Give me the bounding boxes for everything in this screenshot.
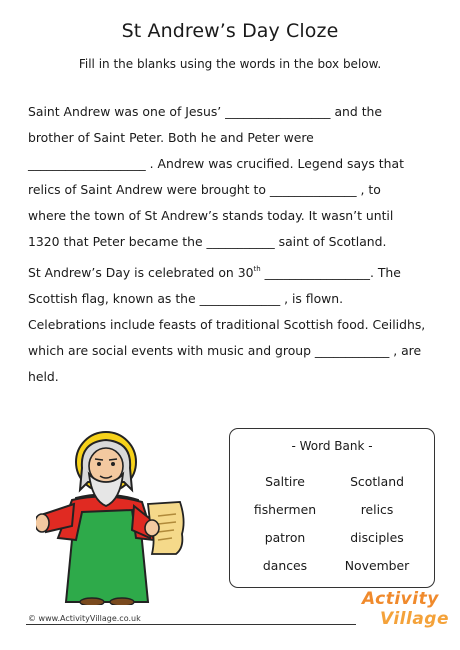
- word-bank-box: [229, 428, 435, 588]
- paragraph-1: [28, 99, 438, 255]
- paragraph-text: _________________. The: [260, 265, 401, 280]
- paragraph-line: Saint Andrew was one of Jesus’ _________________ and the: [28, 104, 383, 119]
- word-bank-word: patron: [264, 530, 306, 545]
- paragraph-line: held.: [28, 369, 59, 384]
- footer-divider: [26, 624, 356, 625]
- paragraph-line: 1320 that Peter became the ___________ saint of Scotland.: [28, 234, 387, 249]
- word-bank-word: relics: [360, 502, 394, 517]
- paragraph-line: which are social events with music and group ____________ , are: [28, 343, 422, 358]
- word-bank-word: fishermen: [253, 502, 317, 517]
- ordinal-suffix: th: [253, 265, 261, 273]
- instructions: Fill in the blanks using the words in the box below.: [78, 57, 382, 71]
- copyright-text: © www.ActivityVillage.co.uk: [28, 614, 141, 623]
- word-bank-word: Saltire: [265, 474, 305, 489]
- word-bank-word: Scotland: [350, 474, 404, 489]
- paragraph-line: Scottish flag, known as the _____________ , is flown.: [28, 291, 344, 306]
- logo-text-activity: Activity: [362, 589, 439, 609]
- saint-andrew-illustration: [36, 430, 196, 605]
- paragraph-line: relics of Saint Andrew were brought to ______________ , to: [28, 182, 381, 197]
- paragraph-2: [28, 256, 438, 390]
- word-bank-word: dances: [262, 558, 308, 573]
- activity-village-logo: [356, 589, 450, 639]
- paragraph-line: Celebrations include feasts of traditional Scottish food. Ceilidhs,: [28, 317, 426, 332]
- paragraph-line: where the town of St Andrew’s stands today. It wasn’t until: [28, 208, 394, 223]
- paragraph-text: St Andrew’s Day is celebrated on 30: [28, 265, 254, 280]
- paragraph-line: brother of Saint Peter. Both he and Peter were: [28, 130, 314, 145]
- word-bank-word: disciples: [350, 530, 404, 545]
- word-bank-title: - Word Bank -: [291, 439, 373, 453]
- worksheet-title: St Andrew’s Day Cloze: [121, 20, 339, 42]
- paragraph-line: [28, 256, 438, 286]
- paragraph-line: ___________________ . Andrew was crucified. Legend says that: [28, 156, 404, 171]
- logo-text-village: Village: [380, 609, 450, 629]
- word-bank-word: November: [344, 558, 410, 573]
